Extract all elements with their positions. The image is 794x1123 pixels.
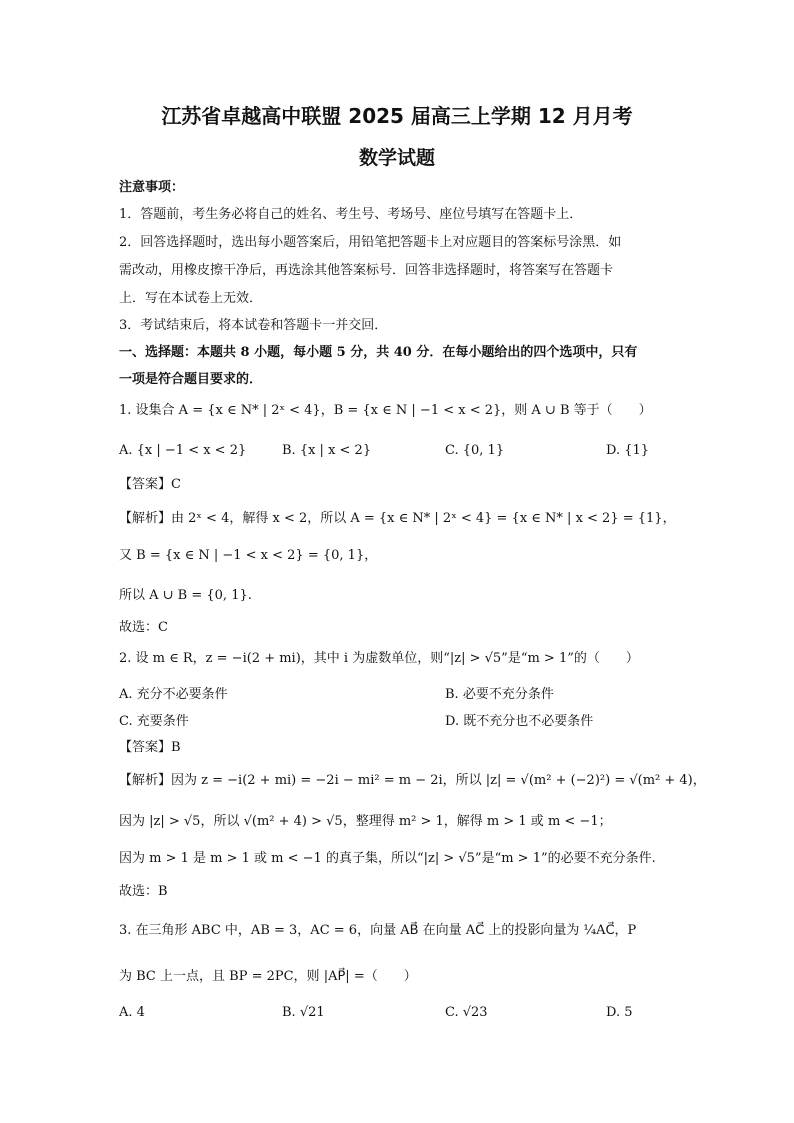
- q2-analysis-3: 因为 m > 1 是 m > 1 或 m < −1 的真子集，所以“|z| > √5”是“m > 1”的必要不充分条件.: [119, 851, 656, 866]
- q1-option-b: B. {x | x < 2}: [282, 443, 372, 458]
- notice-item-2b: 需改动，用橡皮擦干净后，再选涂其他答案标号．回答非选择题时，将答案写在答题卡: [119, 263, 614, 278]
- notice-item-3: 3．考试结束后，将本试卷和答题卡一并交回．: [119, 318, 388, 333]
- q2-choice: 故选：B: [119, 884, 168, 899]
- q1-option-d: D. {1}: [606, 443, 650, 458]
- section1-instructions-1: 一、选择题：本题共 8 小题，每小题 5 分，共 40 分．在每小题给出的四个选项中，只有: [119, 345, 638, 360]
- q2-option-b: B. 必要不充分条件: [445, 687, 554, 702]
- q2-analysis-2: 因为 |z| > √5，所以 √(m² + 4) > √5，整理得 m² > 1，解得 m > 1 或 m < −1；: [119, 814, 612, 829]
- q2-option-c: C. 充要条件: [119, 714, 189, 729]
- q2-stem: 2. 设 m ∈ R，z = −i(2 + mi)，其中 i 为虚数单位，则“|z| > √5”是“m > 1”的（ ）: [119, 651, 639, 666]
- exam-title: 江苏省卓越高中联盟 2025 届高三上学期 12 月月考: [161, 104, 633, 128]
- q1-answer: 【答案】C: [119, 477, 181, 492]
- notice-item-2a: 2．回答选择题时，选出每小题答案后，用铅笔把答题卡上对应题目的答案标号涂黑．如: [119, 235, 622, 250]
- notice-item-2c: 上．写在本试卷上无效．: [119, 291, 263, 306]
- exam-subtitle: 数学试题: [358, 147, 435, 169]
- q3-option-b: B. √21: [282, 1005, 325, 1020]
- q1-option-a: A. {x | −1 < x < 2}: [119, 443, 247, 458]
- section1-instructions-2: 一项是符合题目要求的．: [119, 372, 263, 387]
- q3-stem-2: 为 BC 上一点，且 BP = 2PC，则 |AP⃗| =（ ）: [119, 969, 417, 984]
- q1-stem: 1. 设集合 A = {x ∈ N* | 2ˣ < 4}，B = {x ∈ N | −1 < x < 2}，则 A ∪ B 等于（ ）: [119, 403, 652, 418]
- q1-option-c: C. {0, 1}: [445, 443, 505, 458]
- q2-answer: 【答案】B: [119, 740, 181, 755]
- q2-analysis-1: 【解析】因为 z = −i(2 + mi) = −2i − mi² = m − 2i，所以 |z| = √(m² + (−2)²) = √(m² + 4)，: [119, 773, 706, 788]
- q1-analysis-3: 所以 A ∪ B = {0, 1}.: [119, 588, 252, 603]
- q3-option-d: D. 5: [606, 1005, 633, 1020]
- q2-option-d: D. 既不充分也不必要条件: [445, 714, 594, 729]
- q1-analysis-1: 【解析】由 2ˣ < 4，解得 x < 2，所以 A = {x ∈ N* | 2ˣ < 4} = {x ∈ N* | x < 2} = {1}，: [119, 511, 676, 526]
- q3-option-a: A. 4: [119, 1005, 145, 1020]
- notice-item-1: 1．答题前，考生务必将自己的姓名、考生号、考场号、座位号填写在答题卡上．: [119, 207, 583, 222]
- q3-option-c: C. √23: [445, 1005, 488, 1020]
- q3-stem-1: 3. 在三角形 ABC 中，AB = 3，AC = 6，向量 AB⃗ 在向量 AC⃗ 上的投影向量为 ¼AC⃗，P: [119, 923, 637, 938]
- q1-analysis-2: 又 B = {x ∈ N | −1 < x < 2} = {0, 1}，: [119, 548, 378, 563]
- q2-option-a: A. 充分不必要条件: [119, 687, 228, 702]
- notice-heading: 注意事项：: [119, 180, 185, 195]
- q1-choice: 故选：C: [119, 620, 168, 635]
